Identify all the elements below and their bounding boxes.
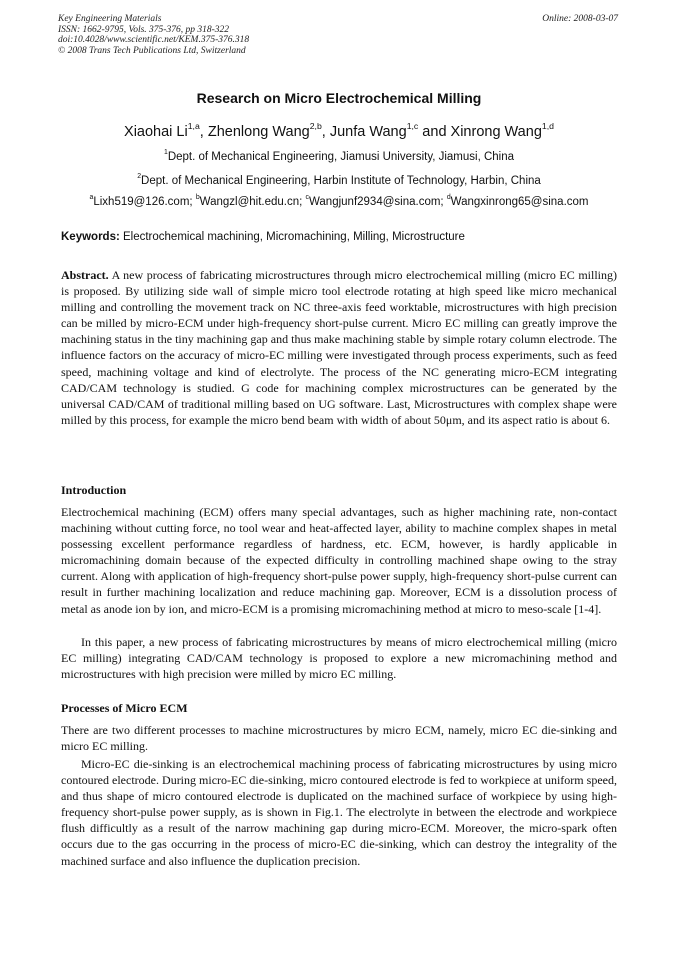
affiliation-superscript: 1 xyxy=(163,149,168,157)
journal-header xyxy=(58,14,618,56)
author-superscript: 1,a xyxy=(187,121,200,132)
journal-name: Key Engineering Materials xyxy=(58,14,162,24)
author-list: Xiaohai Li$^{1,a}$, Zhenlong Wang$^{2,b}$, Junfa Wang$^{1,c}$ and Xinrong Wang$^{1,d}$ xyxy=(124,121,554,140)
online-date: Online: 2008-03-07 xyxy=(542,14,618,24)
introduction-heading: Introduction xyxy=(61,483,127,497)
copyright-line: © 2008 Trans Tech Publications Ltd, Switzerland xyxy=(58,45,246,56)
author-superscript: 1,d xyxy=(541,121,554,132)
abstract-text: A new process of fabricating microstructures through micro electrochemical milling (micro EC milling) is proposed. By utilizing side wall of simple micro tool electrode rotating at high speed like micro mechanical milling and controlling the movement track on NC three-axis feed worktable, microstructures with high precision can be milled by micro-ECM under high-frequency short-pulse current. Micro EC milling can greatly improve the machining status in the tiny machining gap and thus make machining stable by simple rotary column electrode. The influence factors on the accuracy of micro-EC milling were investigated through process experiments, such as feed speed, machining voltage and kind of electrolyte. The process of the NC generating micro-ECM integrating CAD/CAM technology is studied. G code for machining complex microstructures can be generated by the universal CAD/CAM of traditional milling based on UG software. Last, Microstructures with complex shape were milled by this process, for example the micro bend beam with width of about 50μm, and its aspect ratio is about 6. xyxy=(61,268,617,427)
email-address[interactable]: Wangzl@hit.edu.cn; xyxy=(199,196,303,208)
email-superscript: a xyxy=(89,194,94,202)
doi-line: doi:10.4028/www.scientific.net/KEM.375-376.318 xyxy=(58,35,250,46)
introduction-paragraph-2: In this paper, a new process of fabricating microstructures by means of micro electrochemical milling (micro EC milling) integrating CAD/CAM technology is proposed to explore a new micromachining method and microstructures with high precision were milled by micro EC milling. xyxy=(61,635,617,682)
affiliation-superscript: 2 xyxy=(137,173,142,181)
abstract-paragraph xyxy=(61,267,617,428)
email-list xyxy=(0,196,678,208)
author-superscript: 1,c xyxy=(406,121,419,132)
email-address[interactable]: Wangxinrong65@sina.com xyxy=(450,196,589,208)
paper-title: Research on Micro Electrochemical Milling xyxy=(196,90,482,106)
email-address[interactable]: Wangjunf2934@sina.com; xyxy=(308,196,444,208)
author-name: Xiaohai Li xyxy=(124,124,188,140)
author-name: Zhenlong Wang xyxy=(207,124,310,140)
author-superscript: 2,b xyxy=(309,121,322,132)
affiliation-text: Dept. of Mechanical Engineering, Harbin Institute of Technology, Harbin, China xyxy=(141,175,541,187)
author-name: Junfa Wang xyxy=(329,124,407,140)
affiliation-1 xyxy=(0,151,678,163)
email-address[interactable]: Lixh519@126.com; xyxy=(93,196,193,208)
keywords-line xyxy=(61,231,621,243)
affiliation-text: Dept. of Mechanical Engineering, Jiamusi University, Jiamusi, China xyxy=(167,151,515,163)
processes-heading: Processes of Micro ECM xyxy=(61,701,188,715)
processes-paragraph-1: There are two different processes to machine microstructures by micro ECM, namely, micro EC die-sinking and micro EC milling. xyxy=(61,723,617,754)
email-superscript: c xyxy=(305,194,309,202)
email-superscript: d xyxy=(446,194,451,202)
abstract-label: Abstract. xyxy=(61,268,109,282)
keywords-label: Keywords: xyxy=(61,231,120,243)
issn-line: ISSN: 1662-9795, Vols. 375-376, pp 318-322 xyxy=(58,24,229,35)
processes-paragraph-2: Micro-EC die-sinking is an electrochemical machining process of fabricating microstructures by using micro contoured electrode. During micro-EC die-sinking, micro contoured electrode is fed to workpiece at uniform speed, and thus shape of micro contoured electrode is duplicated on the machined surface of workpiece by using high-frequency short-pulse power supply, as is shown in Fig.1. The electrolyte in between the electrode and workpiece flush difficultly as a result of the narrow machining gap during micro-ECM. Moreover, the micro-spark often occurs due to the gas occurring in the process of micro-EC die-sinking, which can destroy the integrality of the machined surface and also influence the duplication precision. xyxy=(61,757,617,868)
keywords-text: Electrochemical machining, Micromachining, Milling, Microstructure xyxy=(119,231,465,243)
affiliation-2 xyxy=(0,175,678,187)
author-name: Xinrong Wang xyxy=(450,124,542,140)
introduction-paragraph-1: Electrochemical machining (ECM) offers many special advantages, such as higher machining rate, non-contact machining without cutting force, no tool wear and heat-affected layer, ability to machine complex shapes in metal possessing excellent performance regardless of hardness, etc. ECM, however, is hardly applicable in micromachining domain because of the expected difficulty in controlling machined shape owing to the stray current. Along with application of high-frequency short-pulse power supply, high-frequency short-pulse current can result in further machining localization and reduce machining gap. Moreover, ECM is a dissolution process of metal as anode ion by ion, and micro-ECM is a promising micromachining method at micro to meso-scale [1-4]. xyxy=(61,505,617,616)
email-superscript: b xyxy=(195,194,200,202)
